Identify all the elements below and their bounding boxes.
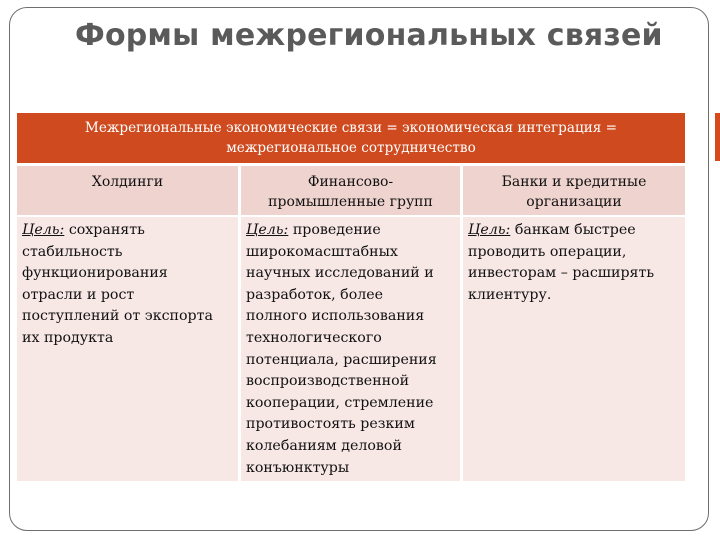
table-header-row xyxy=(17,113,685,163)
header-line-2: межрегиональное сотрудничество xyxy=(226,140,476,156)
column-heading-line: промышленные групп xyxy=(268,194,433,210)
column-heading-line: организации xyxy=(526,194,622,210)
body-line: технологического xyxy=(246,329,382,346)
body-text: банкам быстрее xyxy=(510,222,636,238)
forms-table xyxy=(17,113,685,481)
body-line: стабильность xyxy=(22,243,123,260)
body-line: воспроизводственной xyxy=(246,373,410,390)
column-body-banks xyxy=(463,217,685,481)
column-heading-line: Банки и кредитные xyxy=(501,174,647,190)
column-heading-fig xyxy=(241,166,460,215)
column-heading-line: Финансово- xyxy=(307,174,394,190)
accent-bar xyxy=(715,113,720,161)
body-line xyxy=(246,220,460,242)
body-line: кооперации, стремление xyxy=(246,394,434,411)
header-line-1: Межрегиональные экономические связи = экономическая интеграция = xyxy=(84,120,618,136)
body-line: научных исследований и xyxy=(246,265,434,282)
column-body-holdings xyxy=(17,217,238,481)
body-line: функционирования xyxy=(22,265,168,282)
body-line: отрасли и рост xyxy=(22,286,135,303)
column-heading-holdings xyxy=(17,166,238,215)
body-line: конъюнктуры xyxy=(246,459,350,476)
body-line: потенциала, расширения xyxy=(246,351,437,368)
goal-label: Цель: xyxy=(468,222,511,238)
slide-title: Формы межрегиональных связей xyxy=(75,18,663,53)
body-line: их продукта xyxy=(22,329,114,346)
body-line: инвесторам – расширять xyxy=(468,265,655,282)
body-line: проводить операции, xyxy=(468,243,627,260)
body-text: сохранять xyxy=(64,222,145,238)
body-line: поступлений от экспорта xyxy=(22,308,213,325)
body-line xyxy=(22,220,238,242)
body-line xyxy=(468,220,685,242)
body-line: колебаниям деловой xyxy=(246,437,402,454)
body-line: широкомасштабных xyxy=(246,243,398,260)
column-heading-line: Холдинги xyxy=(91,174,164,190)
goal-label: Цель: xyxy=(246,222,289,238)
goal-label: Цель: xyxy=(22,222,65,238)
body-line: противостоять резким xyxy=(246,416,415,433)
body-line: клиентуру. xyxy=(468,286,552,303)
column-heading-banks xyxy=(463,166,685,215)
body-text: проведение xyxy=(288,222,381,238)
body-line: полного использования xyxy=(246,308,425,325)
column-body-fig xyxy=(241,217,460,481)
body-line: разработок, более xyxy=(246,286,384,303)
